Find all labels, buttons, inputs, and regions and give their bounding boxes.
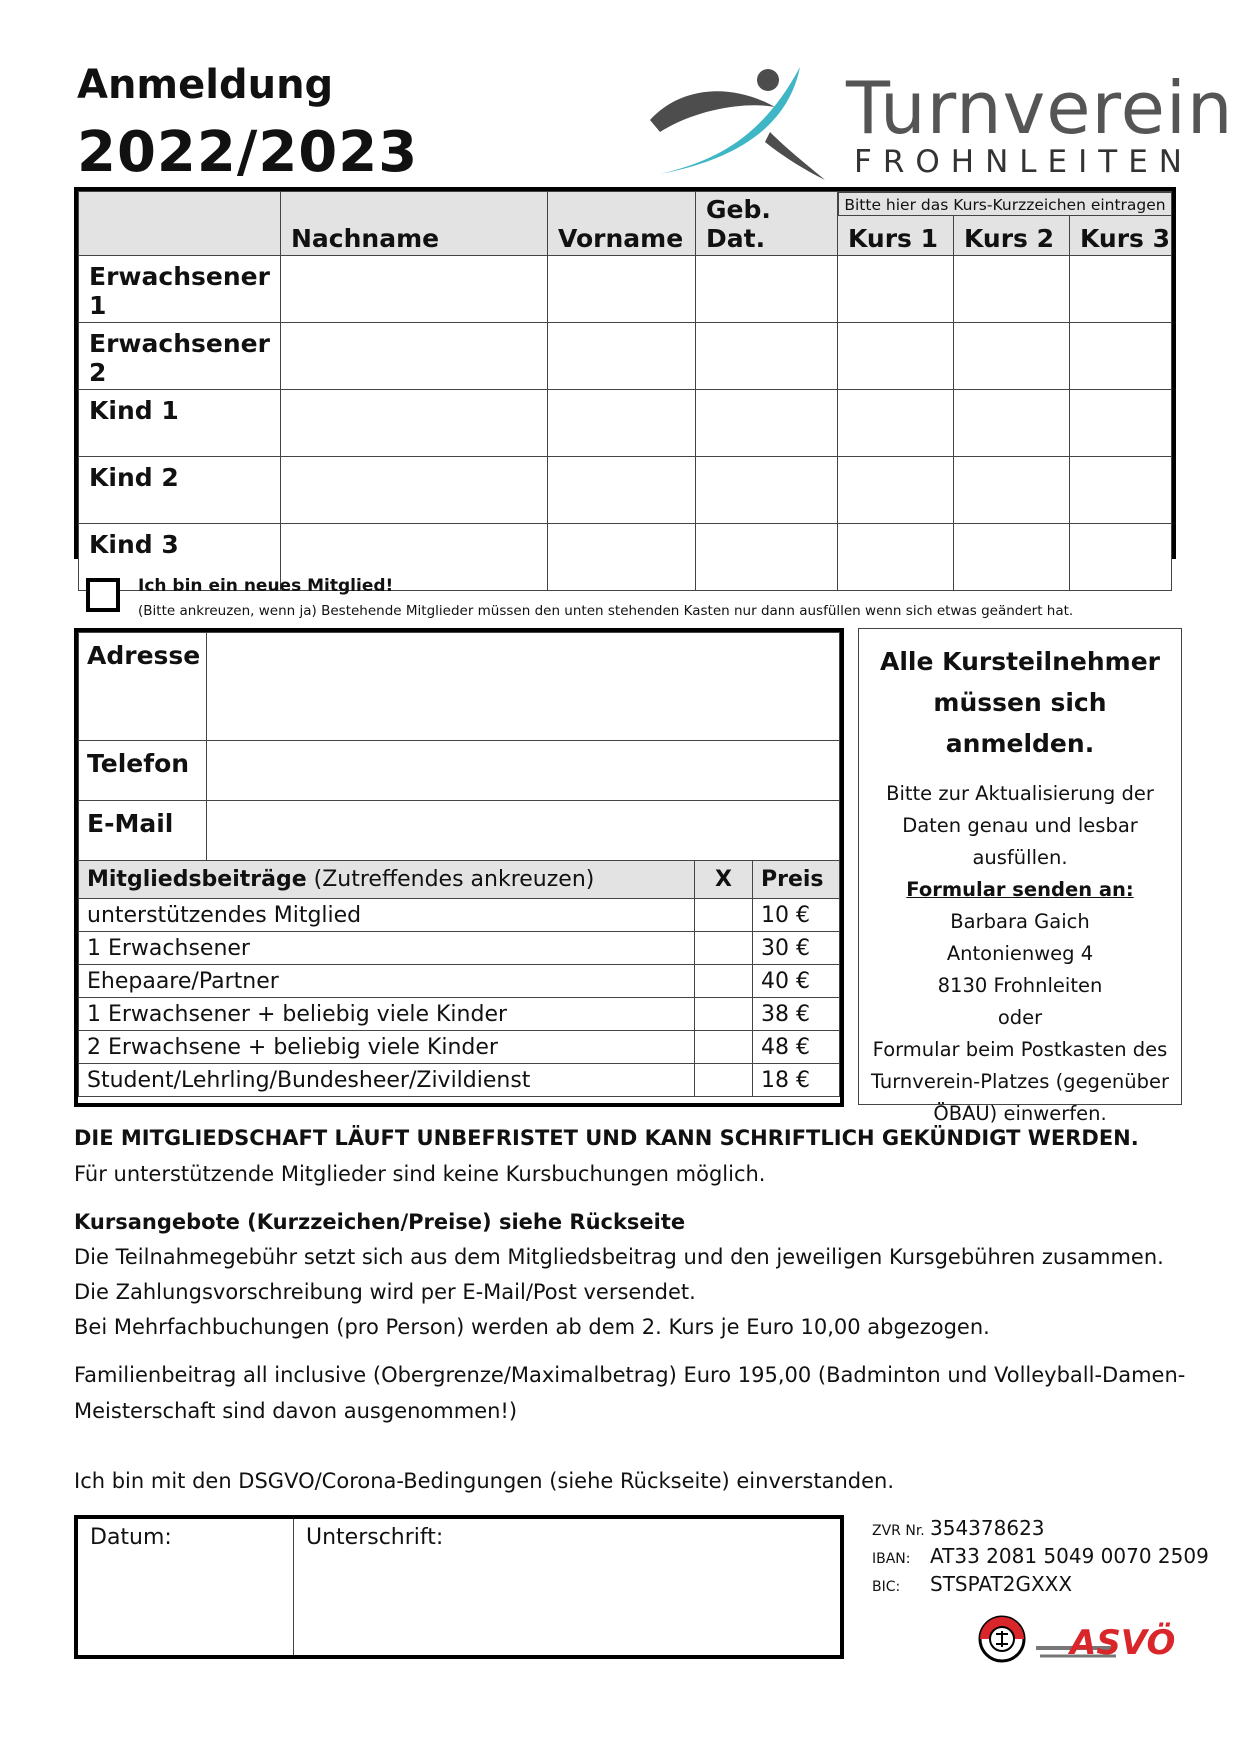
fee-checkbox[interactable] bbox=[695, 899, 753, 932]
drop-text-3: ÖBAU) einwerfen. bbox=[933, 1102, 1107, 1125]
fee-price: 48 € bbox=[753, 1031, 840, 1064]
kurs-3-field[interactable] bbox=[1070, 323, 1172, 390]
nachname-field[interactable] bbox=[281, 390, 548, 457]
geb-dat-field[interactable] bbox=[696, 323, 838, 390]
info-heading-2: müssen sich anmelden. bbox=[933, 688, 1107, 758]
geb-dat-field[interactable] bbox=[696, 457, 838, 524]
vorname-field[interactable] bbox=[548, 524, 696, 591]
members-table bbox=[74, 187, 1176, 559]
kurs-1-field[interactable] bbox=[838, 256, 954, 323]
nachname-field[interactable] bbox=[281, 256, 548, 323]
col-vorname: Vorname bbox=[548, 192, 696, 256]
kurs-3-field[interactable] bbox=[1070, 390, 1172, 457]
telefon-field[interactable] bbox=[207, 741, 840, 801]
membership-notice: DIE MITGLIEDSCHAFT LÄUFT UNBEFRISTET UND KANN SCHRIFTLICH GEKÜNDIGT WERDEN. bbox=[74, 1126, 1139, 1150]
fee-label: Student/Lehrling/Bundesheer/Zivildienst bbox=[79, 1064, 695, 1097]
iban-row bbox=[872, 1544, 1209, 1568]
geb-dat-field[interactable] bbox=[696, 390, 838, 457]
kurs-note: Bitte hier das Kurs-Kurzzeichen eintragen bbox=[838, 192, 1172, 216]
new-member-note: (Bitte ankreuzen, wenn ja) Bestehende Mitglieder müssen den unten stehenden Kasten nur dann ausfüllen wenn sich etwas geändert hat. bbox=[138, 603, 1074, 619]
fee-checkbox[interactable] bbox=[695, 1064, 753, 1097]
fee-label: 1 Erwachsener bbox=[79, 932, 695, 965]
row-label: Kind 2 bbox=[79, 457, 281, 524]
email-label: E-Mail bbox=[79, 801, 207, 861]
col-kurs-2: Kurs 2 bbox=[954, 192, 1070, 256]
logo-subtitle: FROHNLEITEN bbox=[854, 144, 1193, 180]
kurs-1-field[interactable] bbox=[838, 323, 954, 390]
vorname-field[interactable] bbox=[548, 390, 696, 457]
fees-price-header: Preis bbox=[753, 861, 840, 899]
fee-checkbox[interactable] bbox=[695, 965, 753, 998]
row-label: Erwachsener 2 bbox=[79, 323, 281, 390]
fee-info-3: Bei Mehrfachbuchungen (pro Person) werden ab dem 2. Kurs je Euro 10,00 abgezogen. bbox=[74, 1315, 990, 1339]
fee-row bbox=[79, 899, 840, 932]
row-label: Erwachsener 1 bbox=[79, 256, 281, 323]
bic-label: BIC: bbox=[872, 1579, 901, 1595]
family-fee-1: Familienbeitrag all inclusive (Obergrenze/Maximalbetrag) Euro 195,00 (Badminton und Volleyball-Damen- bbox=[74, 1363, 1186, 1387]
date-field[interactable]: Datum: bbox=[78, 1519, 294, 1655]
season-year: 2022/2023 bbox=[77, 120, 419, 185]
fee-row bbox=[79, 965, 840, 998]
adresse-label: Adresse bbox=[79, 633, 207, 741]
fee-price: 30 € bbox=[753, 932, 840, 965]
kurs-3-field[interactable] bbox=[1070, 256, 1172, 323]
kurs-2-field[interactable] bbox=[954, 457, 1070, 524]
fee-row bbox=[79, 998, 840, 1031]
fee-label: Ehepaare/Partner bbox=[79, 965, 695, 998]
fee-row bbox=[79, 932, 840, 965]
footer-logos bbox=[978, 1612, 1184, 1666]
info-box bbox=[858, 628, 1182, 1125]
fees-header: Mitgliedsbeiträge (Zutreffendes ankreuzen) bbox=[79, 861, 695, 899]
fee-checkbox[interactable] bbox=[695, 932, 753, 965]
col-geb-dat: Geb. Dat. bbox=[696, 192, 838, 256]
or-text: oder bbox=[997, 1006, 1043, 1029]
adresse-field[interactable] bbox=[207, 633, 840, 741]
kurs-1-field[interactable] bbox=[838, 524, 954, 591]
vorname-field[interactable] bbox=[548, 457, 696, 524]
fee-row bbox=[79, 1031, 840, 1064]
asvo-text: ASVÖ bbox=[1070, 1623, 1176, 1663]
fee-price: 10 € bbox=[753, 899, 840, 932]
kurs-1-field[interactable] bbox=[838, 457, 954, 524]
kurs-2-field[interactable] bbox=[954, 256, 1070, 323]
geb-dat-field[interactable] bbox=[696, 256, 838, 323]
col-nachname: Nachname bbox=[281, 192, 548, 256]
table-row bbox=[79, 457, 1172, 524]
kurs-3-field[interactable] bbox=[1070, 457, 1172, 524]
info-text-3: ausfüllen. bbox=[972, 846, 1068, 869]
fee-checkbox[interactable] bbox=[695, 998, 753, 1031]
contact-name: Barbara Gaich bbox=[950, 910, 1090, 933]
bic-row bbox=[872, 1572, 1072, 1596]
info-heading-1: Alle Kursteilnehmer bbox=[879, 647, 1161, 676]
table-row bbox=[79, 256, 1172, 323]
info-text-1: Bitte zur Aktualisierung der bbox=[886, 782, 1154, 805]
vorname-field[interactable] bbox=[548, 256, 696, 323]
zvr-label: ZVR Nr. bbox=[872, 1523, 925, 1539]
fee-label: 2 Erwachsene + beliebig viele Kinder bbox=[79, 1031, 695, 1064]
fees-x-header: X bbox=[695, 861, 753, 899]
fee-label: 1 Erwachsener + beliebig viele Kinder bbox=[79, 998, 695, 1031]
signature-field[interactable]: Unterschrift: bbox=[306, 1525, 444, 1550]
fee-label: unterstützendes Mitglied bbox=[79, 899, 695, 932]
contact-fees-table bbox=[74, 628, 844, 1107]
nachname-field[interactable] bbox=[281, 457, 548, 524]
fee-info-1: Die Teilnahmegebühr setzt sich aus dem Mitgliedsbeitrag und den jeweiligen Kursgebühren zusammen. bbox=[74, 1245, 1164, 1269]
table-row bbox=[79, 390, 1172, 457]
signature-box bbox=[74, 1515, 844, 1659]
drop-text-1: Formular beim Postkasten des bbox=[872, 1038, 1168, 1061]
page-title: Anmeldung bbox=[77, 62, 334, 108]
fee-row bbox=[79, 1064, 840, 1097]
row-label: Kind 3 bbox=[79, 524, 281, 591]
family-fee-2: Meisterschaft sind davon ausgenommen!) bbox=[74, 1399, 518, 1423]
table-corner bbox=[79, 192, 281, 256]
new-member-label: Ich bin ein neues Mitglied! bbox=[138, 576, 394, 596]
runner-logo-icon bbox=[640, 62, 860, 182]
contact-city: 8130 Frohnleiten bbox=[937, 974, 1103, 997]
send-to-label: Formular senden an: bbox=[906, 878, 1134, 901]
courses-heading: Kursangebote (Kurzzeichen/Preise) siehe Rückseite bbox=[74, 1210, 686, 1234]
email-field[interactable] bbox=[207, 801, 840, 861]
logo-wordmark: Turnverein bbox=[846, 66, 1234, 150]
new-member-checkbox[interactable] bbox=[86, 578, 120, 612]
nachname-field[interactable] bbox=[281, 323, 548, 390]
bic-value: STSPAT2GXXX bbox=[930, 1572, 1073, 1596]
contact-street: Antonienweg 4 bbox=[946, 942, 1094, 965]
fee-info-2: Die Zahlungsvorschreibung wird per E-Mail/Post versendet. bbox=[74, 1280, 696, 1304]
col-kurs-1: Kurs 1 bbox=[838, 192, 954, 256]
kurs-2-field[interactable] bbox=[954, 390, 1070, 457]
kurs-2-field[interactable] bbox=[954, 524, 1070, 591]
vorname-field[interactable] bbox=[548, 323, 696, 390]
col-kurs-3: Kurs 3 bbox=[1070, 192, 1172, 256]
telefon-label: Telefon bbox=[79, 741, 207, 801]
row-label: Kind 1 bbox=[79, 390, 281, 457]
dtb-seal-icon bbox=[980, 1617, 1024, 1661]
fee-price: 40 € bbox=[753, 965, 840, 998]
drop-text-2: Turnverein-Platzes (gegenüber bbox=[870, 1070, 1170, 1093]
fee-price: 18 € bbox=[753, 1064, 840, 1097]
iban-label: IBAN: bbox=[872, 1551, 911, 1567]
fee-checkbox[interactable] bbox=[695, 1031, 753, 1064]
kurs-2-field[interactable] bbox=[954, 323, 1070, 390]
iban-value: AT33 2081 5049 0070 2509 bbox=[930, 1544, 1209, 1568]
consent-text: Ich bin mit den DSGVO/Corona-Bedingungen (siehe Rückseite) einverstanden. bbox=[74, 1469, 895, 1493]
geb-dat-field[interactable] bbox=[696, 524, 838, 591]
asvo-logo-icon bbox=[1036, 1622, 1175, 1663]
zvr-value: 354378623 bbox=[930, 1516, 1045, 1540]
zvr-row bbox=[872, 1516, 1045, 1540]
fee-price: 38 € bbox=[753, 998, 840, 1031]
kurs-3-field[interactable] bbox=[1070, 524, 1172, 591]
table-row bbox=[79, 323, 1172, 390]
no-booking-text: Für unterstützende Mitglieder sind keine Kursbuchungen möglich. bbox=[74, 1162, 766, 1186]
info-text-2: Daten genau und lesbar bbox=[902, 814, 1138, 837]
kurs-1-field[interactable] bbox=[838, 390, 954, 457]
